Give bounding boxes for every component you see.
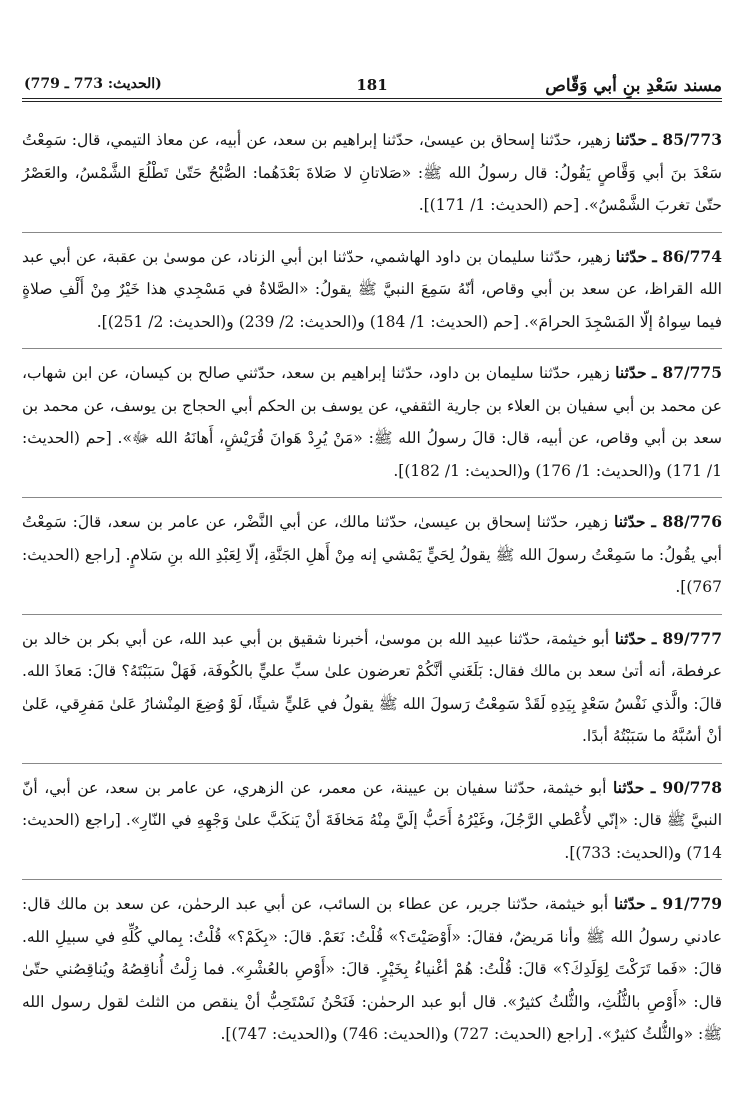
hadith-paragraph [22, 124, 722, 222]
hadith-divider [22, 497, 722, 498]
hadith-text: أبو خيثمة، حدّثنا سفيان بن عيينة، عن معمر، عن الزهري، عن عامر بن سعد، عن أبي، أنّ النبيَّ ﷺ قال: «إنّي لأُعْطي الرَّجُلَ، وغَيْرُهُ أَحَبُّ إلَيَّ مِنْهُ مَخافَةَ أنْ يَنكَبَّ علىٰ وَجْهِهِ في النّارِ». [راجع (الحديث: 714) و(الحديث: 733)]. [22, 778, 722, 862]
hadith-number: 88/776 ـ [651, 512, 722, 531]
hadith-text: زهير، حدّثنا إسحاق بن عيسىٰ، حدّثنا إبراهيم بن سعد، عن أبيه، عن معاذ التيمي، قال: سَمِعْتُ سَعْدَ بنَ أبي وَقَّاصٍ يَقُولُ: قال رسولُ الله ﷺ: «صَلاتانِ لا صَلاةَ بَعْدَهُما: الصُّبْحُ حَتّىٰ تَطْلُعَ الشَّمْسُ، والعَصْرُ حتّىٰ تغربَ الشَّمْسُ». [حم (الحديث: 1/ 171)]. [22, 131, 722, 214]
hadith-opening: حدّثنا [614, 512, 646, 531]
hadith-text: زهير، حدّثنا سليمان بن داود، حدّثنا إبراهيم بن سعد، حدّثني صالح بن كيسان، عن ابن شهاب، عن محمد بن أبي سفيان بن العلاء بن جارية الثقفي، عن يوسف بن الحكم أبي الحجاج بن يوسف، عن محمد بن سعد بن أبي وقاص، عن أبيه، قال: قالَ رسولُ الله ﷺ: «مَنْ يُرِدْ هَوانَ قُرَيْشٍ، أَهانَهُ الله ﷻ». [حم (الحديث: 1/ 171) و(الحديث: 1/ 176) و(الحديث: 1/ 182)]. [22, 364, 722, 480]
hadith-text: زهير، حدّثنا سليمان بن داود الهاشمي، حدّثنا ابن أبي الزناد، عن موسىٰ بن عقبة، عن أبي عبد الله القراظ، عن سعد بن أبي وقاص، أنّهُ سَمِعَ النبيَّ ﷺ يقولُ: «الصَّلاةُ في مَسْجِدي هذا خَيْرٌ مِنْ أَلْفِ صلاةٍ فيما سِواهُ إلّا المَسْجِدَ الحرامَ». [حم (الحديث: 1/ 184) و(الحديث: 2/ 239) و(الحديث: 2/ 251)]. [22, 247, 722, 331]
hadith-paragraph [22, 241, 722, 339]
hadith-opening: حدّثنا [615, 363, 647, 382]
hadith-number: 91/779 ـ [651, 894, 723, 913]
hadith-paragraph [22, 888, 722, 1051]
hadith-number: 87/775 ـ [652, 363, 722, 382]
hadith-number: 86/774 ـ [652, 246, 722, 266]
hadith-opening: حدّثنا [612, 777, 645, 797]
hadith-paragraph [22, 623, 722, 753]
hadith-divider [22, 232, 722, 233]
page-number: 181 [356, 76, 388, 94]
hadith-text: زهير، حدّثنا إسحاق بن عيسىٰ، حدّثنا مالك، عن أبي النَّضْر، عن عامر بن سعد، قالَ: سَمِعْتُ أبي يقُولُ: ما سَمِعْتُ رسولَ الله ﷺ يقولُ لِحَيٍّ يَمْشي إنه مِنْ أَهلِ الجَنَّةِ، إلّا لِعَبْدِ الله بنِ سَلامٍ. [راجع (الحديث: 767)]. [22, 513, 722, 596]
hadith-paragraph [22, 357, 722, 487]
hadith-number: 89/777 ـ [651, 628, 722, 648]
hadith-range: (الحديث: 773 ـ 779) [24, 76, 162, 92]
hadith-text: أبو خيثمة، حدّثنا جرير، عن عطاء بن السائب، عن أبي عبد الرحمٰن، عن سعد بن مالك قال: عادني رسولُ الله ﷺ وأنا مَريضٌ، فقالَ: «أَوْصَيْتَ؟» قُلْتُ: نَعَمْ. قالَ: «بِكَمْ؟» قُلْتُ: بِمالي كُلِّهِ في سبيلِ الله. قالَ: «فَما تَرَكْتَ لِوَلَدِكَ؟» قالَ: قُلْتُ: هُمْ أغْنياءُ بِخَيْرٍ. قالَ: «أَوْصِ بالعُشْرِ». فما زِلْتُ أُناقِصُهُ ويُناقِصُني حتّىٰ قال: «أَوْصِ بالثُّلُثِ، والثُّلثُ كثيرٌ». قال أبو عبد الرحمٰن: فَنَحْنُ نَسْتَحِبُّ أنْ ينقص من الثلث لقول رسول الله ﷺ: «والثُّلثُ كثيرٌ». [راجع (الحديث: 727) و(الحديث: 746) و(الحديث: 747)]. [22, 895, 722, 1043]
hadith-divider [22, 348, 722, 349]
hadith-number: 85/773 ـ [652, 130, 722, 149]
hadith-paragraph [22, 506, 722, 604]
hadith-opening: حدّثنا [615, 246, 648, 266]
header-rule [22, 98, 722, 99]
hadith-number: 90/778 ـ [650, 777, 723, 797]
hadith-list [22, 124, 722, 1061]
hadith-opening: حدّثنا [615, 130, 648, 149]
hadith-text: أبو خيثمة، حدّثنا عبيد الله بن موسىٰ، أخبرنا شقيق بن أبي عبد الله، عن أبي بكر بن خالد بن عرفطة، أنه أتىٰ سعد بن مالك فقال: بَلَغَني أنَّكُمْ تعرضون علىٰ سبِّ عليٍّ بالكُوفَة، فَهَلْ سَبَبْتَهُ؟ قالَ: مَعاذَ الله. قالَ: والَّذي نَفْسُ سَعْدٍ بِيَدِهِ لَقَدْ سَمِعْتُ رَسولَ الله ﷺ يقولُ في عَليٍّ شيئًا، لَوْ وُضِعَ المِنْشارُ عَلىٰ مَفرِقي، عَلىٰ أنْ أسُبَّهُ ما سَبَبْتُهُ أبدًا. [22, 629, 722, 745]
hadith-divider [22, 614, 722, 615]
hadith-divider [22, 763, 722, 764]
hadith-opening: حدّثنا [614, 894, 646, 913]
page [22, 62, 722, 1092]
hadith-divider [22, 879, 722, 880]
book-title: مسند سَعْدِ بنِ أبي وَقّاص [545, 76, 722, 96]
hadith-paragraph [22, 772, 722, 870]
hadith-opening: حدّثنا [614, 628, 647, 648]
header-rule-thin [22, 101, 722, 102]
